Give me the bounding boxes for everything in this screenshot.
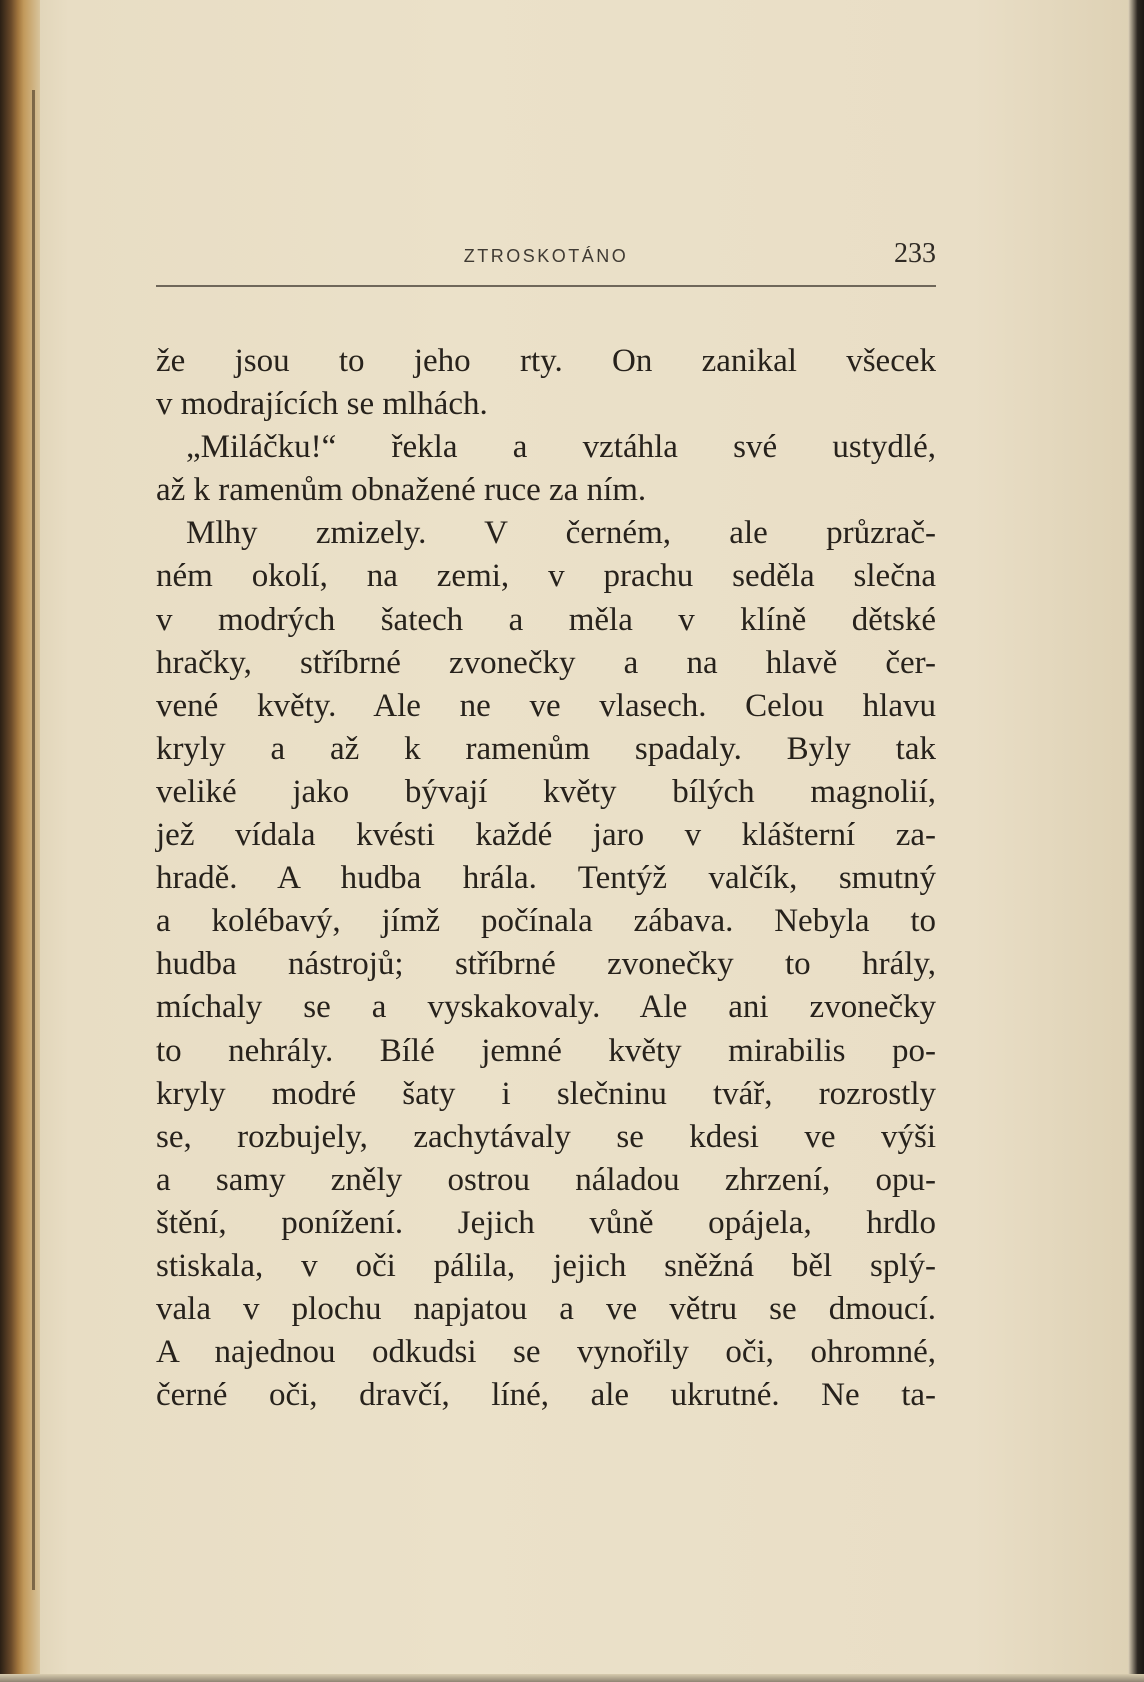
book-binding-edge [0, 0, 40, 1682]
text-line: hračky, stříbrné zvonečky a na hlavě čer- [156, 644, 936, 681]
text-line: Mlhy zmizely. V černém, ale průzrač- [186, 515, 936, 552]
page-header [156, 238, 936, 272]
text-line: stiskala, v oči pálila, jejich sněžná běl splý- [156, 1247, 936, 1284]
text-line: „Miláčku!“ řekla a vztáhla své ustydlé, [186, 429, 936, 466]
page-number: 233 [894, 238, 936, 269]
text-line: že jsou to jeho rty. On zanikal všecek [156, 343, 936, 379]
text-line: v modrých šatech a měla v klíně dětské [156, 601, 936, 638]
text-line: černé oči, dravčí, líné, ale ukrutné. Ne ta- [156, 1377, 936, 1414]
text-line: vala v plochu napjatou a ve větru se dmoucí. [156, 1291, 936, 1328]
page-right-edge [1128, 0, 1144, 1682]
text-line: v modrajících se mlhách. [156, 386, 488, 423]
text-line: štění, ponížení. Jejich vůně opájela, hrdlo [156, 1204, 936, 1241]
text-line: veliké jako bývají květy bílých magnolií, [156, 773, 936, 810]
text-line: hradě. A hudba hrála. Tentýž valčík, smutný [156, 860, 936, 897]
text-line: to nehrály. Bílé jemné květy mirabilis po- [156, 1032, 936, 1069]
text-line: ném okolí, na zemi, v prachu seděla slečna [156, 558, 936, 595]
text-line: se, rozbujely, zachytávaly se kdesi ve výši [156, 1118, 936, 1155]
header-rule [156, 285, 936, 287]
text-line: jež vídala kvésti každé jaro v klášterní za- [156, 817, 936, 854]
text-line: a kolébavý, jímž počínala zábava. Nebyla to [156, 903, 936, 940]
text-line: kryly a až k ramenům spadaly. Byly tak [156, 730, 936, 767]
text-line: kryly modré šaty i slečninu tvář, rozrostly [156, 1075, 936, 1112]
text-line: vené květy. Ale ne ve vlasech. Celou hlavu [156, 687, 936, 724]
text-line: míchaly se a vyskakovaly. Ale ani zvonečky [156, 989, 936, 1026]
body-text [156, 340, 936, 1417]
page-bottom-edge [0, 1674, 1144, 1682]
text-line: hudba nástrojů; stříbrné zvonečky to hrály, [156, 946, 936, 983]
running-title: ZTROSKOTÁNO [463, 246, 629, 266]
text-line: A najednou odkudsi se vynořily oči, ohromné, [156, 1334, 936, 1371]
text-line: a samy zněly ostrou náladou zhrzení, opu- [156, 1161, 936, 1198]
text-line: až k ramenům obnažené ruce za ním. [156, 472, 647, 509]
